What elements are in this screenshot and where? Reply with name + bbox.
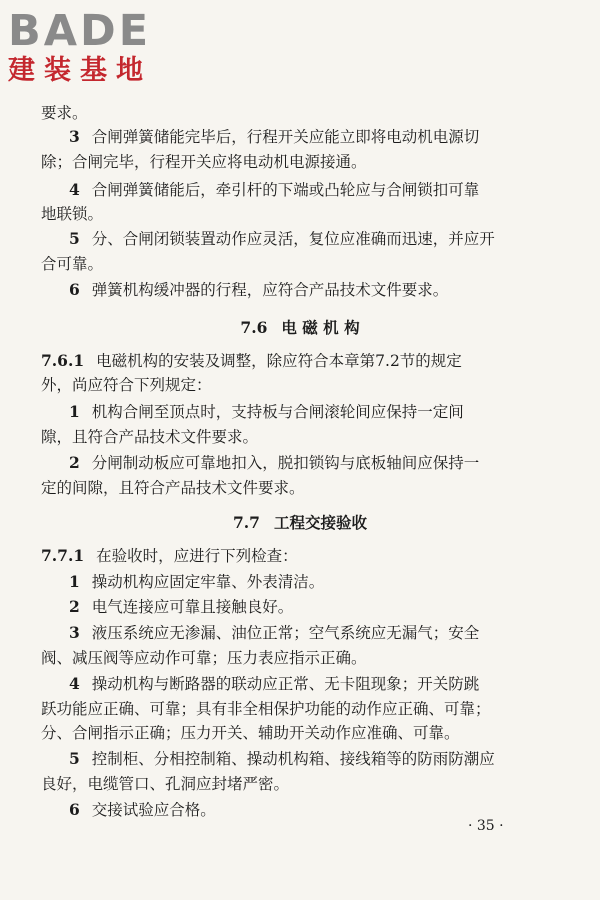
list-item: 6 弹簧机构缓冲器的行程，应符合产品技术文件要求。 xyxy=(69,280,449,299)
logo-brand: BADE xyxy=(8,6,152,56)
list-item: 4 合闸弹簧储能后，牵引杆的下端或凸轮应与合闸锁扣可靠 xyxy=(69,180,480,199)
list-item: 1 操动机构应固定牢靠、外表清洁。 xyxy=(69,572,325,591)
section-heading: 7.7 工程交接验收 xyxy=(233,513,367,532)
list-item: 5 控制柜、分相控制箱、操动机构箱、接线箱等的防雨防潮应 xyxy=(69,749,495,768)
text-line: 要求。 xyxy=(41,104,88,122)
text-line: 地联锁。 xyxy=(41,205,104,223)
list-item: 5 分、合闸闭锁装置动作应灵活，复位应准确而迅速，并应开 xyxy=(69,229,495,248)
list-item: 3 合闸弹簧储能完毕后，行程开关应能立即将电动机电源切 xyxy=(69,127,480,146)
text-line: 阀、减压阀等应动作可靠；压力表应指示正确。 xyxy=(41,649,367,667)
text-line: 合可靠。 xyxy=(41,255,104,273)
clause-line: 7.7.1 在验收时，应进行下列检查： xyxy=(41,546,298,565)
bade-logo xyxy=(8,6,178,86)
page-number: · 35 · xyxy=(468,818,504,834)
text-line: 良好，电缆管口、孔洞应封堵严密。 xyxy=(41,775,290,793)
clause-line: 7.6.1 电磁机构的安装及调整，除应符合本章第7.2节的规定 xyxy=(41,351,462,370)
text-line: 跃功能应正确、可靠；具有非全相保护功能的动作应正确、可靠； xyxy=(41,700,491,718)
text-line: 隙，且符合产品技术文件要求。 xyxy=(41,428,259,446)
text-line: 除；合闸完毕，行程开关应将电动机电源接通。 xyxy=(41,153,367,171)
list-item: 3 液压系统应无渗漏、油位正常；空气系统应无漏气；安全 xyxy=(69,623,480,642)
logo-tagline: 建装基地 xyxy=(8,55,152,86)
list-item: 1 机构合闸至顶点时，支持板与合闸滚轮间应保持一定间 xyxy=(69,402,464,421)
list-item: 6 交接试验应合格。 xyxy=(69,800,216,819)
text-line: 分、合闸指示正确；压力开关、辅助开关动作应准确、可靠。 xyxy=(41,724,460,742)
list-item: 4 操动机构与断路器的联动应正常、无卡阻现象；开关防跳 xyxy=(69,674,480,693)
list-item: 2 电气连接应可靠且接触良好。 xyxy=(69,597,294,616)
list-item: 2 分闸制动板应可靠地扣入，脱扣锁钩与底板轴间应保持一 xyxy=(69,453,480,472)
section-heading: 7.6 电 磁 机 构 xyxy=(240,318,360,337)
text-line: 外，尚应符合下列规定： xyxy=(41,376,212,394)
text-line: 定的间隙，且符合产品技术文件要求。 xyxy=(41,479,305,497)
